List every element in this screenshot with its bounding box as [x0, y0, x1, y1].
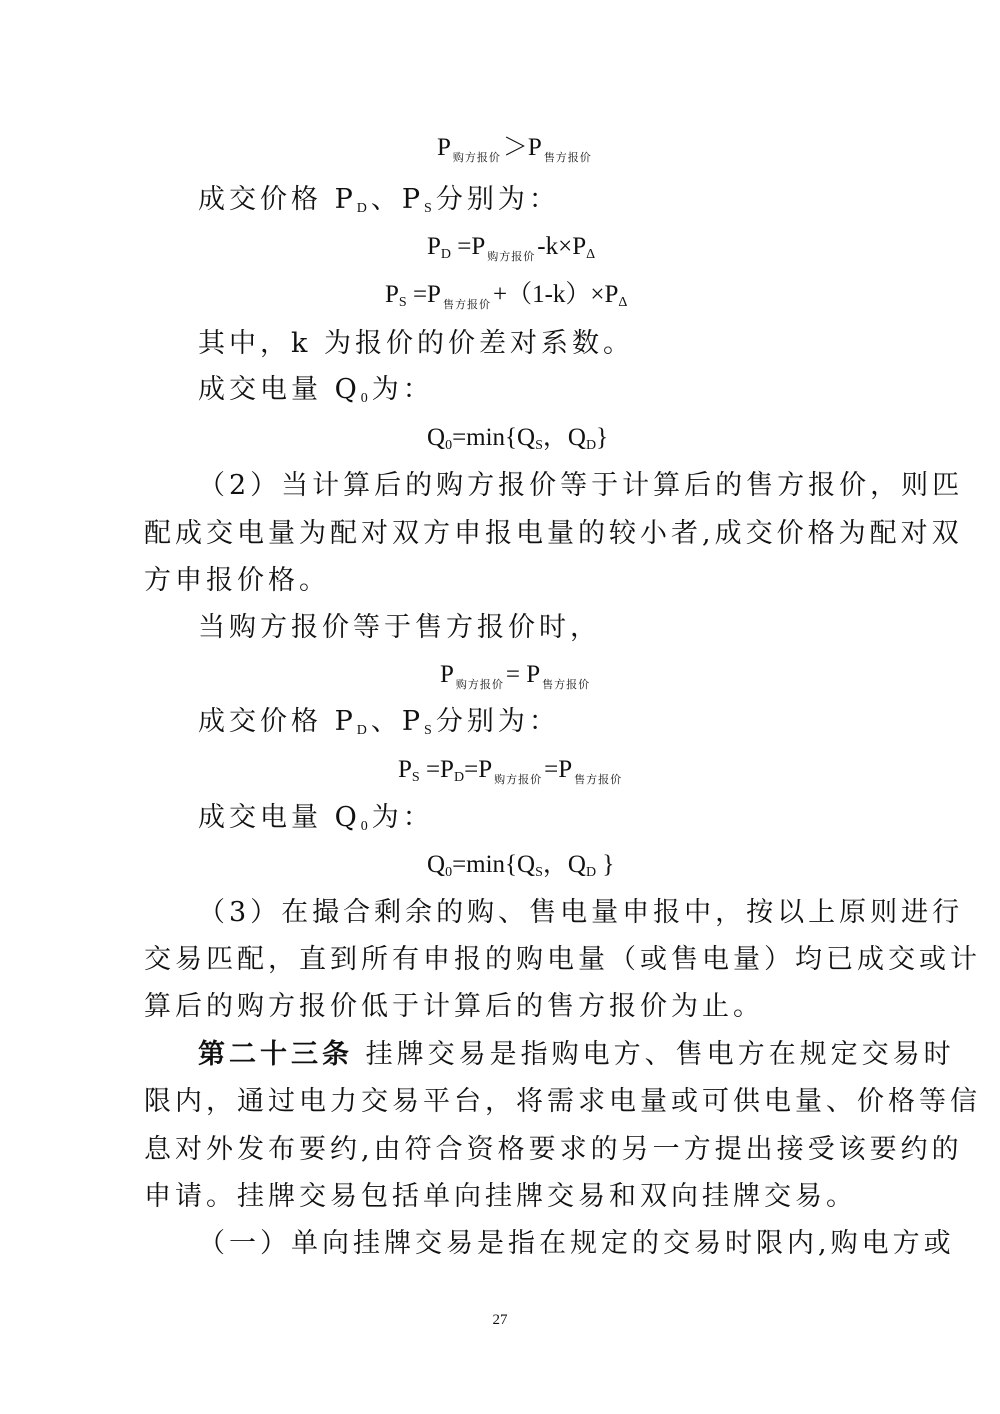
symbol-q: Q — [427, 851, 446, 878]
subscript-d: D — [585, 865, 597, 880]
symbol-p: P — [398, 756, 412, 783]
formula-ps-pd-equal — [398, 750, 624, 800]
subscript-s: S — [411, 770, 420, 785]
text-segment: 、P — [370, 706, 425, 737]
symbol-p: P — [427, 233, 441, 260]
subscript-zero: 0 — [445, 865, 453, 880]
text-deal-quantity-intro-2 — [198, 798, 434, 847]
formula-segment: =min{Q — [452, 424, 536, 451]
formula-price-comparison-greater — [437, 128, 594, 178]
page-number: 27 — [492, 1312, 508, 1328]
subscript-d: D — [585, 438, 597, 453]
text-segment: 为： — [371, 802, 434, 833]
article-23-line-2: 限内，通过电力交易平台，将需求电量或可供电量、价格等信 — [144, 1086, 981, 1117]
subscript-zero: 0 — [360, 391, 372, 406]
article-23-line-1 — [198, 1035, 955, 1075]
symbol-p: P — [385, 281, 399, 308]
subscript-s: S — [424, 201, 436, 216]
formula-segment: } — [596, 424, 609, 451]
subscript-d: D — [440, 247, 452, 262]
operator: ＞P — [502, 134, 542, 161]
symbol-q: Q — [427, 424, 446, 451]
subscript-d: D — [356, 201, 371, 216]
formula-tail: +（1-k）×P — [492, 281, 619, 308]
text-k-definition: 其中，k 为报价的价差对系数。 — [198, 328, 634, 359]
text-equal-quote-condition: 当购方报价等于售方报价时， — [198, 612, 601, 643]
subscript-zero: 0 — [360, 819, 372, 834]
subscript-seller-quote: 售方报价 — [442, 298, 491, 311]
subscript-seller-quote: 售方报价 — [574, 773, 623, 786]
paragraph-3-line-2: 交易匹配，直到所有申报的购电量（或售电量）均已成交或计 — [144, 944, 981, 975]
operator: =P — [406, 281, 441, 308]
article-23-line-4: 申请。挂牌交易包括单向挂牌交易和双向挂牌交易。 — [144, 1181, 857, 1212]
operator: =P — [464, 756, 493, 783]
formula-q0 — [427, 418, 608, 466]
text-deal-price-intro — [198, 180, 560, 229]
operator: =P — [544, 756, 573, 783]
formula-price-equal — [440, 655, 592, 705]
symbol-p: P — [437, 134, 451, 161]
subscript-buyer-quote: 购方报价 — [455, 678, 504, 691]
formula-ps — [385, 275, 627, 325]
paragraph-2-line-1: （2）当计算后的购方报价等于计算后的售方报价，则匹 — [198, 470, 964, 501]
subscript-zero: 0 — [445, 438, 453, 453]
formula-q0-2 — [427, 845, 614, 893]
formula-segment: } — [596, 851, 615, 878]
article-number: 第二十三条 — [198, 1039, 353, 1070]
subscript-seller-quote: 售方报价 — [542, 678, 591, 691]
subscript-s: S — [424, 723, 436, 738]
operator: = P — [505, 661, 541, 688]
text-segment: 、P — [370, 184, 425, 215]
subscript-d: D — [356, 723, 371, 738]
text-deal-price-intro-2 — [198, 702, 560, 751]
formula-tail: -k×P — [537, 233, 587, 260]
subscript-s: S — [535, 865, 543, 880]
subscript-seller-quote: 售方报价 — [543, 151, 592, 164]
paragraph-one-way-listing: （一）单向挂牌交易是指在规定的交易时限内,购电方或 — [198, 1228, 955, 1259]
operator: =P — [451, 233, 486, 260]
text-deal-quantity-intro — [198, 370, 434, 419]
text-segment: 成交电量 Q — [198, 374, 361, 405]
article-23-line-3: 息对外发布要约,由符合资格要求的另一方提出接受该要约的 — [144, 1134, 963, 1165]
subscript-s: S — [398, 295, 407, 310]
subscript-s: S — [535, 438, 543, 453]
text-segment: 成交价格 P — [198, 184, 357, 215]
text-segment: 分别为： — [435, 184, 560, 215]
subscript-delta: Δ — [618, 295, 628, 310]
formula-segment: ，Q — [542, 424, 586, 451]
paragraph-2-line-3: 方申报价格。 — [144, 565, 330, 596]
text-segment: 为： — [371, 374, 434, 405]
text-segment: 挂牌交易是指购电方、售电方在规定交易时 — [353, 1039, 955, 1070]
subscript-buyer-quote: 购方报价 — [494, 773, 543, 786]
paragraph-3-line-3: 算后的购方报价低于计算后的售方报价为止。 — [144, 991, 764, 1022]
text-segment: 成交电量 Q — [198, 802, 361, 833]
paragraph-2-line-2: 配成交电量为配对双方申报电量的较小者,成交价格为配对双 — [144, 518, 963, 549]
operator: =P — [419, 756, 454, 783]
symbol-p: P — [440, 661, 454, 688]
formula-segment: ，Q — [542, 851, 586, 878]
text-segment: 成交价格 P — [198, 706, 357, 737]
subscript-delta: Δ — [586, 247, 596, 262]
formula-segment: =min{Q — [452, 851, 536, 878]
subscript-buyer-quote: 购方报价 — [487, 250, 536, 263]
subscript-buyer-quote: 购方报价 — [452, 151, 501, 164]
paragraph-3-line-1: （3）在撮合剩余的购、售电量申报中，按以上原则进行 — [198, 897, 964, 928]
text-segment: 分别为： — [435, 706, 560, 737]
formula-pd — [427, 227, 595, 277]
subscript-d: D — [453, 770, 465, 785]
